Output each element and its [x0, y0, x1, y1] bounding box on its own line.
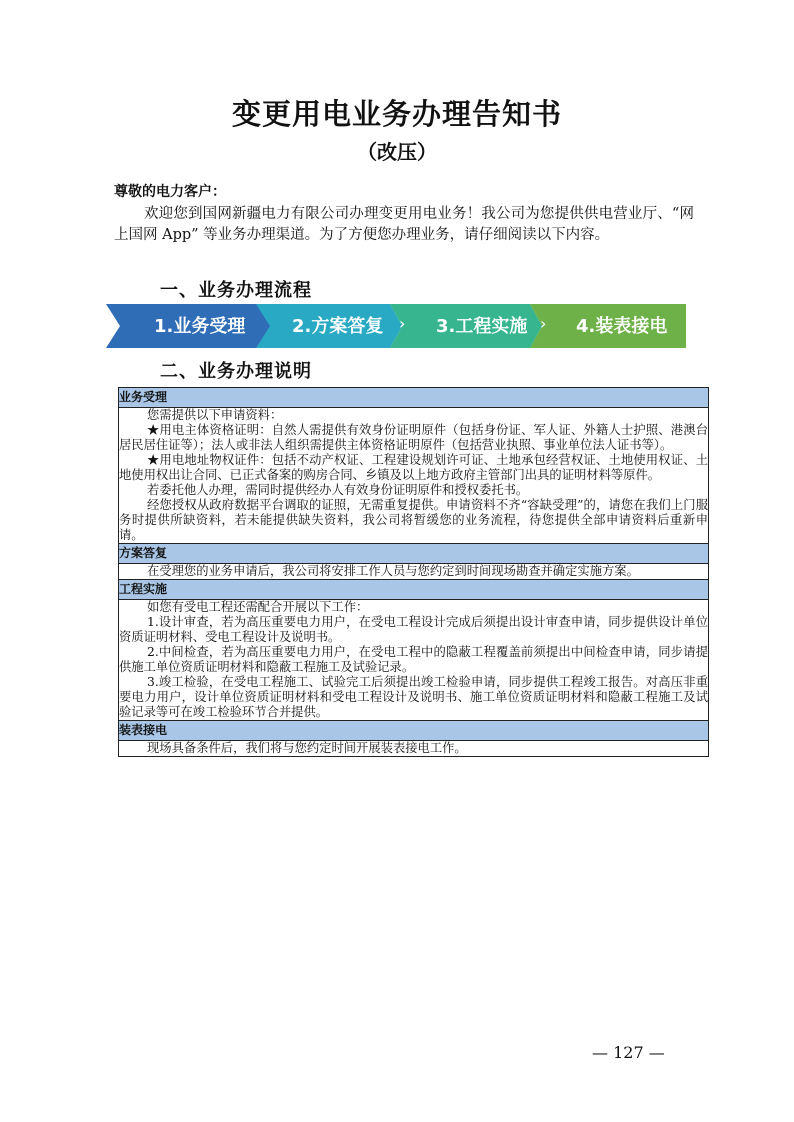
acceptance-header: 业务受理 — [119, 388, 709, 408]
acceptance-text: ★用电地址物权证件：包括不动产权证、工程建设规划许可证、土地承包经营权证、土地使用权证、土地使用权出让合同、已正式备案的购房合同、乡镇及以上地方政府主管部门出具的证明材料等原件。 — [119, 453, 708, 482]
page-title: 变更用电业务办理告知书 — [231, 97, 562, 131]
proposal-body — [119, 564, 709, 580]
construction-text: 1.设计审查，若为高压重要电力用户，在受电工程设计完成后须提出设计审查申请，同步提供设计单位资质证明材料、受电工程设计及说明书。 — [119, 615, 708, 644]
metering-header: 装表接电 — [119, 721, 709, 741]
section-heading-process: 一、业务办理流程 — [160, 280, 312, 301]
section-heading-instructions: 二、业务办理说明 — [160, 361, 312, 382]
step-1-label: 1.业务受理 — [154, 316, 246, 337]
step-2-label: 2.方案答复 — [292, 316, 384, 337]
page-number: — 127 — — [592, 1043, 665, 1062]
metering-body — [119, 741, 709, 757]
acceptance-body — [119, 408, 709, 544]
acceptance-text: 若委托他人办理，需同时提供经办人有效身份证明原件和授权委托书。 — [147, 483, 529, 497]
intro-paragraph: 欢迎您到国网新疆电力有限公司办理变更用电业务！我公司为您提供供电营业厅、“网上国网 App” 等业务办理渠道。为了方便您办理业务，请仔细阅读以下内容。 — [114, 206, 694, 243]
construction-text: 2.中间检查，若为高压重要电力用户，在受电工程中的隐蔽工程覆盖前须提出中间检查申请，同步请提供施工单位资质证明材料和隐蔽工程施工及试验记录。 — [119, 645, 708, 674]
construction-text: 如您有受电工程还需配合开展以下工作： — [147, 600, 369, 614]
instructions-table — [118, 387, 709, 757]
step-4-label: 4.装表接电 — [576, 316, 668, 337]
step-3-label: 3.工程实施 — [436, 316, 528, 337]
step-2-chevron-icon: › — [399, 314, 406, 333]
construction-header: 工程实施 — [119, 580, 709, 600]
page-subtitle: （改压） — [357, 140, 437, 164]
step-3-chevron-icon: › — [540, 314, 547, 333]
acceptance-text: 经您授权从政府数据平台调取的证照，无需重复提供。申请资料不齐“容缺受理”的，请您在我们上门服务时提供所缺资料，若未能提供缺失资料，我公司将暂缓您的业务流程，待您提供全部申请资料后重新申请。 — [119, 498, 708, 542]
process-flow — [106, 303, 686, 349]
acceptance-text: 您需提供以下申请资料： — [147, 408, 283, 422]
proposal-header: 方案答复 — [119, 544, 709, 564]
construction-text: 3.竣工检验，在受电工程施工、试验完工后须提出竣工检验申请，同步提供工程竣工报告。对高压非重要电力用户，设计单位资质证明材料和受电工程设计及说明书、施工单位资质证明材料和隐蔽工程施工及试验记录等可在竣工检验环节合并提供。 — [119, 675, 708, 719]
proposal-text: 在受理您的业务申请后，我公司将安排工作人员与您约定到时间现场勘查并确定实施方案。 — [147, 564, 639, 578]
metering-text: 现场具备条件后，我们将与您约定时间开展装表接电工作。 — [147, 741, 467, 755]
greeting: 尊敬的电力客户： — [114, 184, 226, 200]
construction-body — [119, 600, 709, 721]
acceptance-text: ★用电主体资格证明：自然人需提供有效身份证明原件（包括身份证、军人证、外籍人士护照、港澳台居民居住证等）；法人或非法人组织需提供主体资格证明原件（包括营业执照、事业单位法人证书等）。 — [119, 423, 708, 452]
